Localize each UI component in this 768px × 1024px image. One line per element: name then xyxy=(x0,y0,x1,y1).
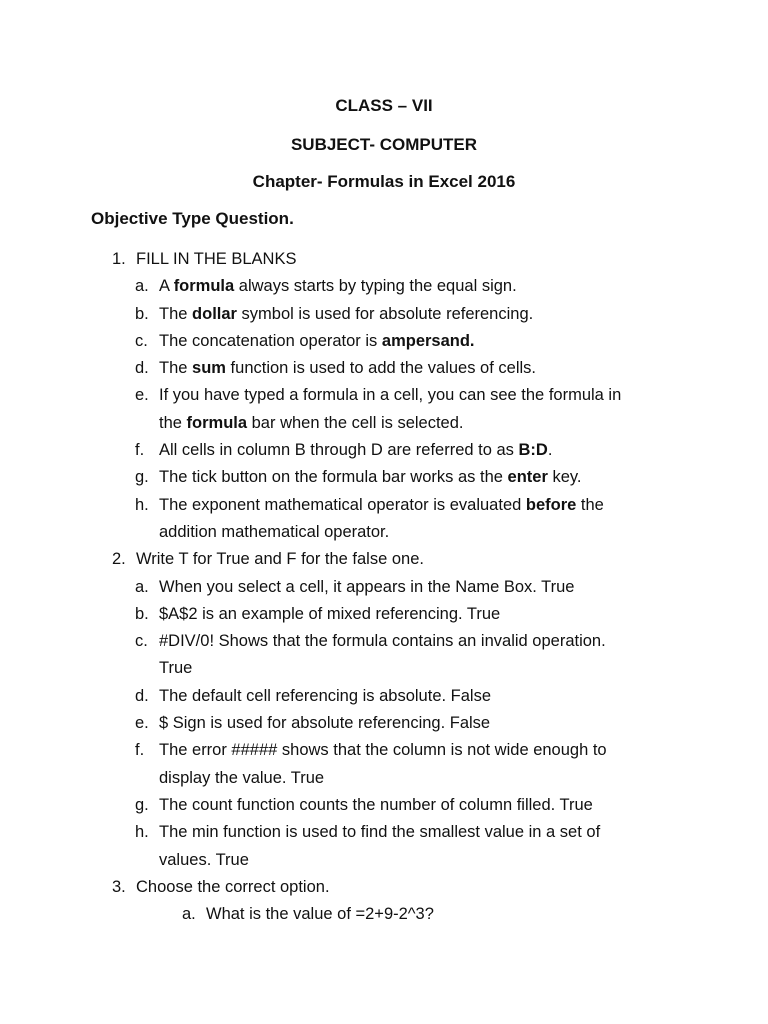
item-letter: c. xyxy=(135,632,148,651)
list-item xyxy=(0,492,768,519)
section-number: 2. xyxy=(112,550,126,569)
section-number: 1. xyxy=(112,250,126,268)
item-text: The exponent mathematical operator is evaluated before the xyxy=(159,495,604,514)
item-letter: g. xyxy=(135,795,149,814)
section-title: FILL IN THE BLANKS xyxy=(136,250,297,268)
list-item xyxy=(0,737,768,764)
item-letter: b. xyxy=(135,304,149,323)
item-text: What is the value of =2+9-2^3? xyxy=(206,905,434,924)
answer-word: enter xyxy=(507,468,548,487)
list-item xyxy=(0,901,768,928)
list-item-continuation xyxy=(0,655,768,682)
subject-heading: SUBJECT- COMPUTER xyxy=(290,135,478,154)
list-item xyxy=(0,792,768,819)
item-text: The dollar symbol is used for absolute referencing. xyxy=(159,304,534,323)
item-letter: d. xyxy=(135,359,149,378)
list-item xyxy=(0,683,768,710)
item-text: display the value. True xyxy=(159,768,325,787)
list-item xyxy=(0,382,768,409)
list-item xyxy=(0,328,768,355)
answer-word: B:D xyxy=(518,441,548,460)
item-letter: f. xyxy=(135,741,145,760)
item-text: True xyxy=(159,659,193,678)
answer-word: sum xyxy=(192,359,226,378)
list-item xyxy=(0,301,768,328)
list-item-continuation xyxy=(0,410,768,437)
item-text: The sum function is used to add the values of cells. xyxy=(159,359,536,378)
item-letter: c. xyxy=(135,331,148,350)
item-letter: e. xyxy=(135,386,149,405)
item-letter: b. xyxy=(135,604,149,623)
item-text: the formula bar when the cell is selected. xyxy=(159,413,464,432)
item-text: The count function counts the number of column filled. True xyxy=(159,795,593,814)
chapter-heading: Chapter- Formulas in Excel 2016 xyxy=(252,172,516,191)
answer-word: formula xyxy=(173,277,235,296)
answer-word: dollar xyxy=(192,304,237,323)
list-item xyxy=(0,574,768,601)
item-text: The default cell referencing is absolute. False xyxy=(159,686,492,705)
list-item xyxy=(0,464,768,491)
answer-word: before xyxy=(525,495,577,514)
item-letter: a. xyxy=(135,277,149,296)
answer-word: formula xyxy=(186,413,248,432)
list-item-continuation xyxy=(0,847,768,874)
item-letter: h. xyxy=(135,495,149,514)
item-text: The concatenation operator is ampersand. xyxy=(159,331,475,350)
section-number: 3. xyxy=(112,877,126,896)
item-letter: h. xyxy=(135,823,149,842)
item-letter: d. xyxy=(135,686,149,705)
item-text: When you select a cell, it appears in the Name Box. True xyxy=(159,577,575,596)
item-text: values. True xyxy=(159,850,249,869)
item-letter: a. xyxy=(182,905,196,924)
list-item xyxy=(0,710,768,737)
list-item xyxy=(0,437,768,464)
item-text: A formula always starts by typing the equal sign. xyxy=(159,277,517,296)
objective-heading: Objective Type Question. xyxy=(91,209,294,228)
item-letter: a. xyxy=(135,577,149,596)
item-letter: g. xyxy=(135,468,149,487)
section-title: Write T for True and F for the false one. xyxy=(136,550,424,569)
list-item xyxy=(0,819,768,846)
item-text: $A$2 is an example of mixed referencing. True xyxy=(159,604,501,623)
list-item xyxy=(0,355,768,382)
section-1-title-row xyxy=(0,246,768,273)
item-text: The error ##### shows that the column is not wide enough to xyxy=(159,741,607,760)
section-3-title-row xyxy=(0,874,768,901)
list-item-continuation xyxy=(0,519,768,546)
answer-word: ampersand. xyxy=(381,331,475,350)
list-item xyxy=(0,628,768,655)
item-text: addition mathematical operator. xyxy=(159,522,390,541)
item-text: If you have typed a formula in a cell, you can see the formula in xyxy=(159,386,622,405)
list-item-continuation xyxy=(0,765,768,792)
item-text: All cells in column B through D are referred to as B:D. xyxy=(159,441,553,460)
list-item xyxy=(0,601,768,628)
list-item xyxy=(0,273,768,300)
item-text: #DIV/0! Shows that the formula contains an invalid operation. xyxy=(159,632,606,651)
question-list xyxy=(0,246,768,928)
item-letter: e. xyxy=(135,714,149,733)
section-title: Choose the correct option. xyxy=(136,877,330,896)
item-text: $ Sign is used for absolute referencing. False xyxy=(159,714,491,733)
section-2-title-row xyxy=(0,546,768,573)
class-heading: CLASS – VII xyxy=(335,96,433,115)
item-text: The min function is used to find the smallest value in a set of xyxy=(159,823,601,842)
item-text: The tick button on the formula bar works as the enter key. xyxy=(159,468,582,487)
item-letter: f. xyxy=(135,441,145,460)
